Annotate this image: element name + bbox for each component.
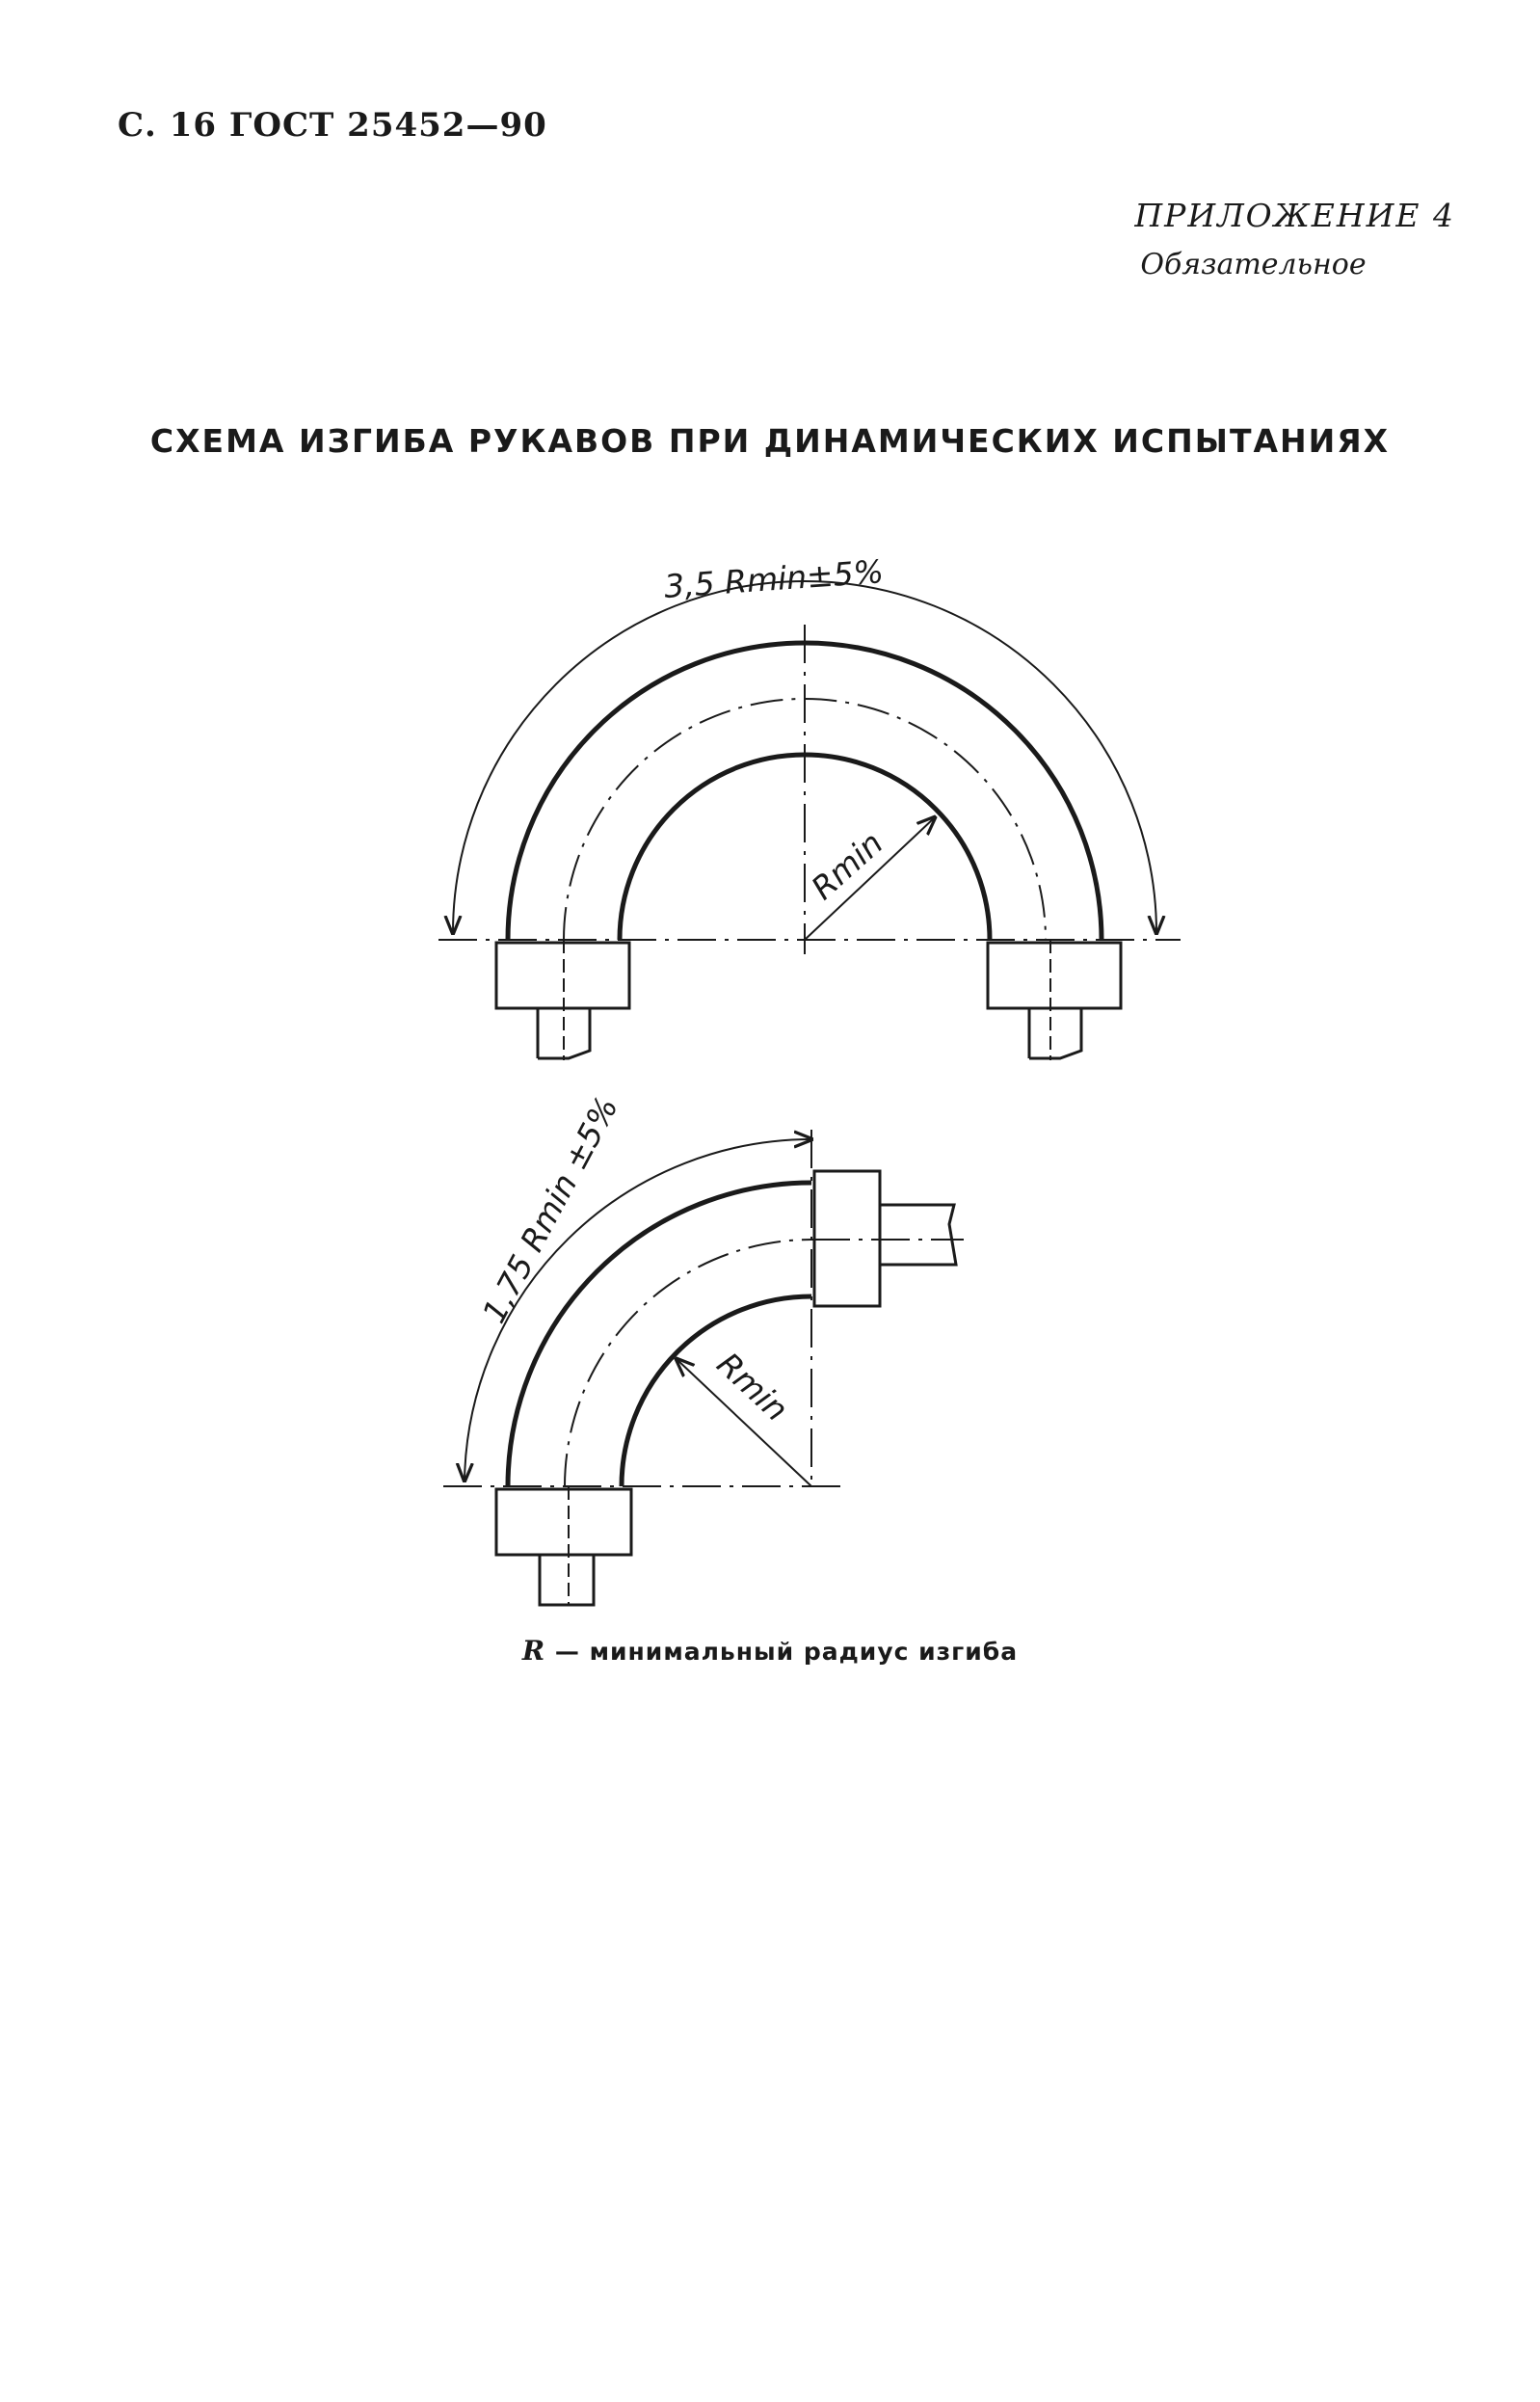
figure-caption xyxy=(0,1635,1540,1667)
top-arc-label: 3,5 Rmin±5% xyxy=(662,552,886,605)
top-left-hose-stub xyxy=(538,1008,590,1058)
appendix-number: ПРИЛОЖЕНИЕ 4 xyxy=(1134,197,1455,234)
caption-symbol: R xyxy=(521,1635,546,1667)
bottom-arc-label: 1,75 Rmin ±5% xyxy=(474,1090,625,1329)
top-right-fitting xyxy=(988,943,1121,1008)
page-header: С. 16 ГОСТ 25452—90 xyxy=(118,106,547,145)
bottom-lower-hose-stub xyxy=(540,1555,594,1605)
bottom-centerline-arc xyxy=(565,1240,811,1486)
bottom-right-hose-stub xyxy=(880,1205,956,1265)
top-right-hose-stub xyxy=(1029,1008,1081,1058)
bottom-bend-figure xyxy=(443,1130,964,1605)
top-radius-label: Rmin xyxy=(804,823,890,907)
bottom-radius-label: Rmin xyxy=(709,1345,796,1428)
top-bend-figure xyxy=(438,581,1181,1060)
appendix-kind: Обязательное xyxy=(1140,248,1367,281)
page-title: СХЕМА ИЗГИБА РУКАВОВ ПРИ ДИНАМИЧЕСКИХ ИСПЫТАНИЯХ xyxy=(149,422,1391,460)
caption-text: — минимальный радиус изгиба xyxy=(545,1638,1019,1666)
bottom-lower-fitting xyxy=(496,1489,631,1555)
